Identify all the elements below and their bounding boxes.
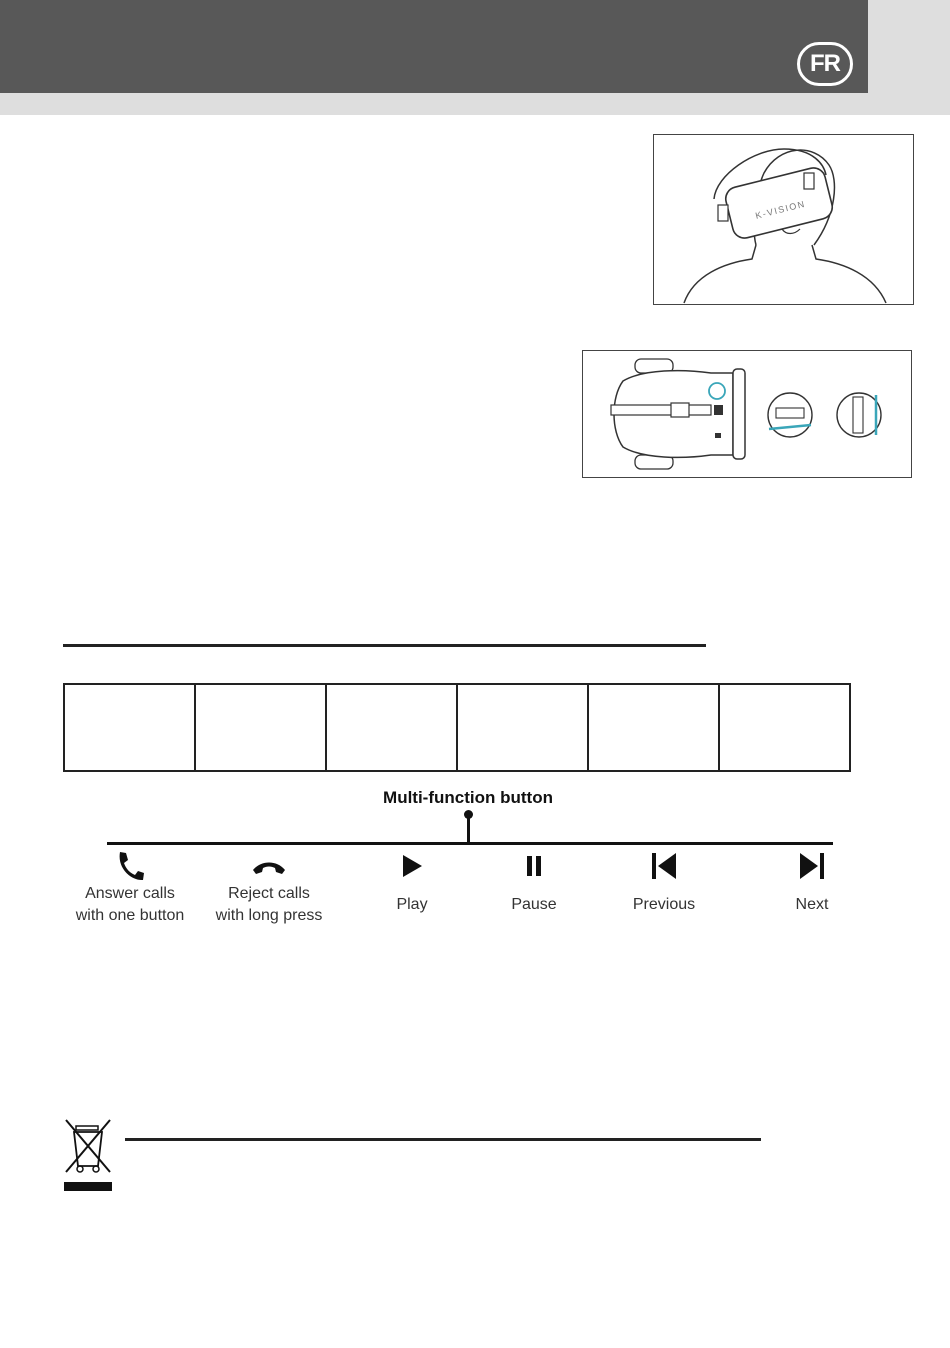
controls-table-cell <box>327 685 458 770</box>
adjustment-illustration <box>583 351 911 477</box>
multifunction-pointer <box>467 814 470 843</box>
function-next <box>737 850 887 916</box>
section-rule-disposal <box>125 1138 761 1141</box>
headset-wearing-figure <box>653 134 914 305</box>
pause-icon <box>524 852 544 880</box>
multifunction-title: Multi-function button <box>383 788 553 807</box>
controls-table-cell <box>720 685 849 770</box>
phone-reject-icon <box>251 850 287 882</box>
headset-brand-text: K-VISION <box>754 198 807 221</box>
function-label: Play <box>396 896 428 913</box>
crossed-out-bin-icon <box>62 1116 114 1192</box>
next-icon <box>798 851 826 881</box>
function-answer-calls <box>55 850 205 927</box>
function-label: with one button <box>75 907 185 924</box>
section-rule-controls <box>63 644 706 647</box>
function-previous <box>589 850 739 916</box>
headset-illustration <box>654 135 913 304</box>
function-label: Previous <box>632 896 696 913</box>
multifunction-axis <box>107 842 833 845</box>
phone-answer-icon <box>115 850 145 882</box>
function-label: Next <box>795 896 829 913</box>
function-label: with long press <box>215 907 323 924</box>
previous-icon <box>650 851 678 881</box>
controls-table-cell <box>589 685 720 770</box>
adjustment-figure <box>582 350 912 478</box>
controls-table-cell <box>65 685 196 770</box>
weee-symbol <box>62 1116 114 1192</box>
header-bar <box>0 0 868 93</box>
function-label: Answer calls <box>85 885 175 902</box>
function-reject-calls <box>194 850 344 927</box>
function-pause <box>459 850 609 916</box>
controls-table-cell <box>196 685 327 770</box>
language-badge: FR <box>797 42 853 86</box>
controls-table <box>63 683 851 772</box>
function-label: Reject calls <box>228 885 310 902</box>
play-icon <box>400 852 424 880</box>
function-label: Pause <box>511 896 557 913</box>
controls-table-cell <box>458 685 589 770</box>
